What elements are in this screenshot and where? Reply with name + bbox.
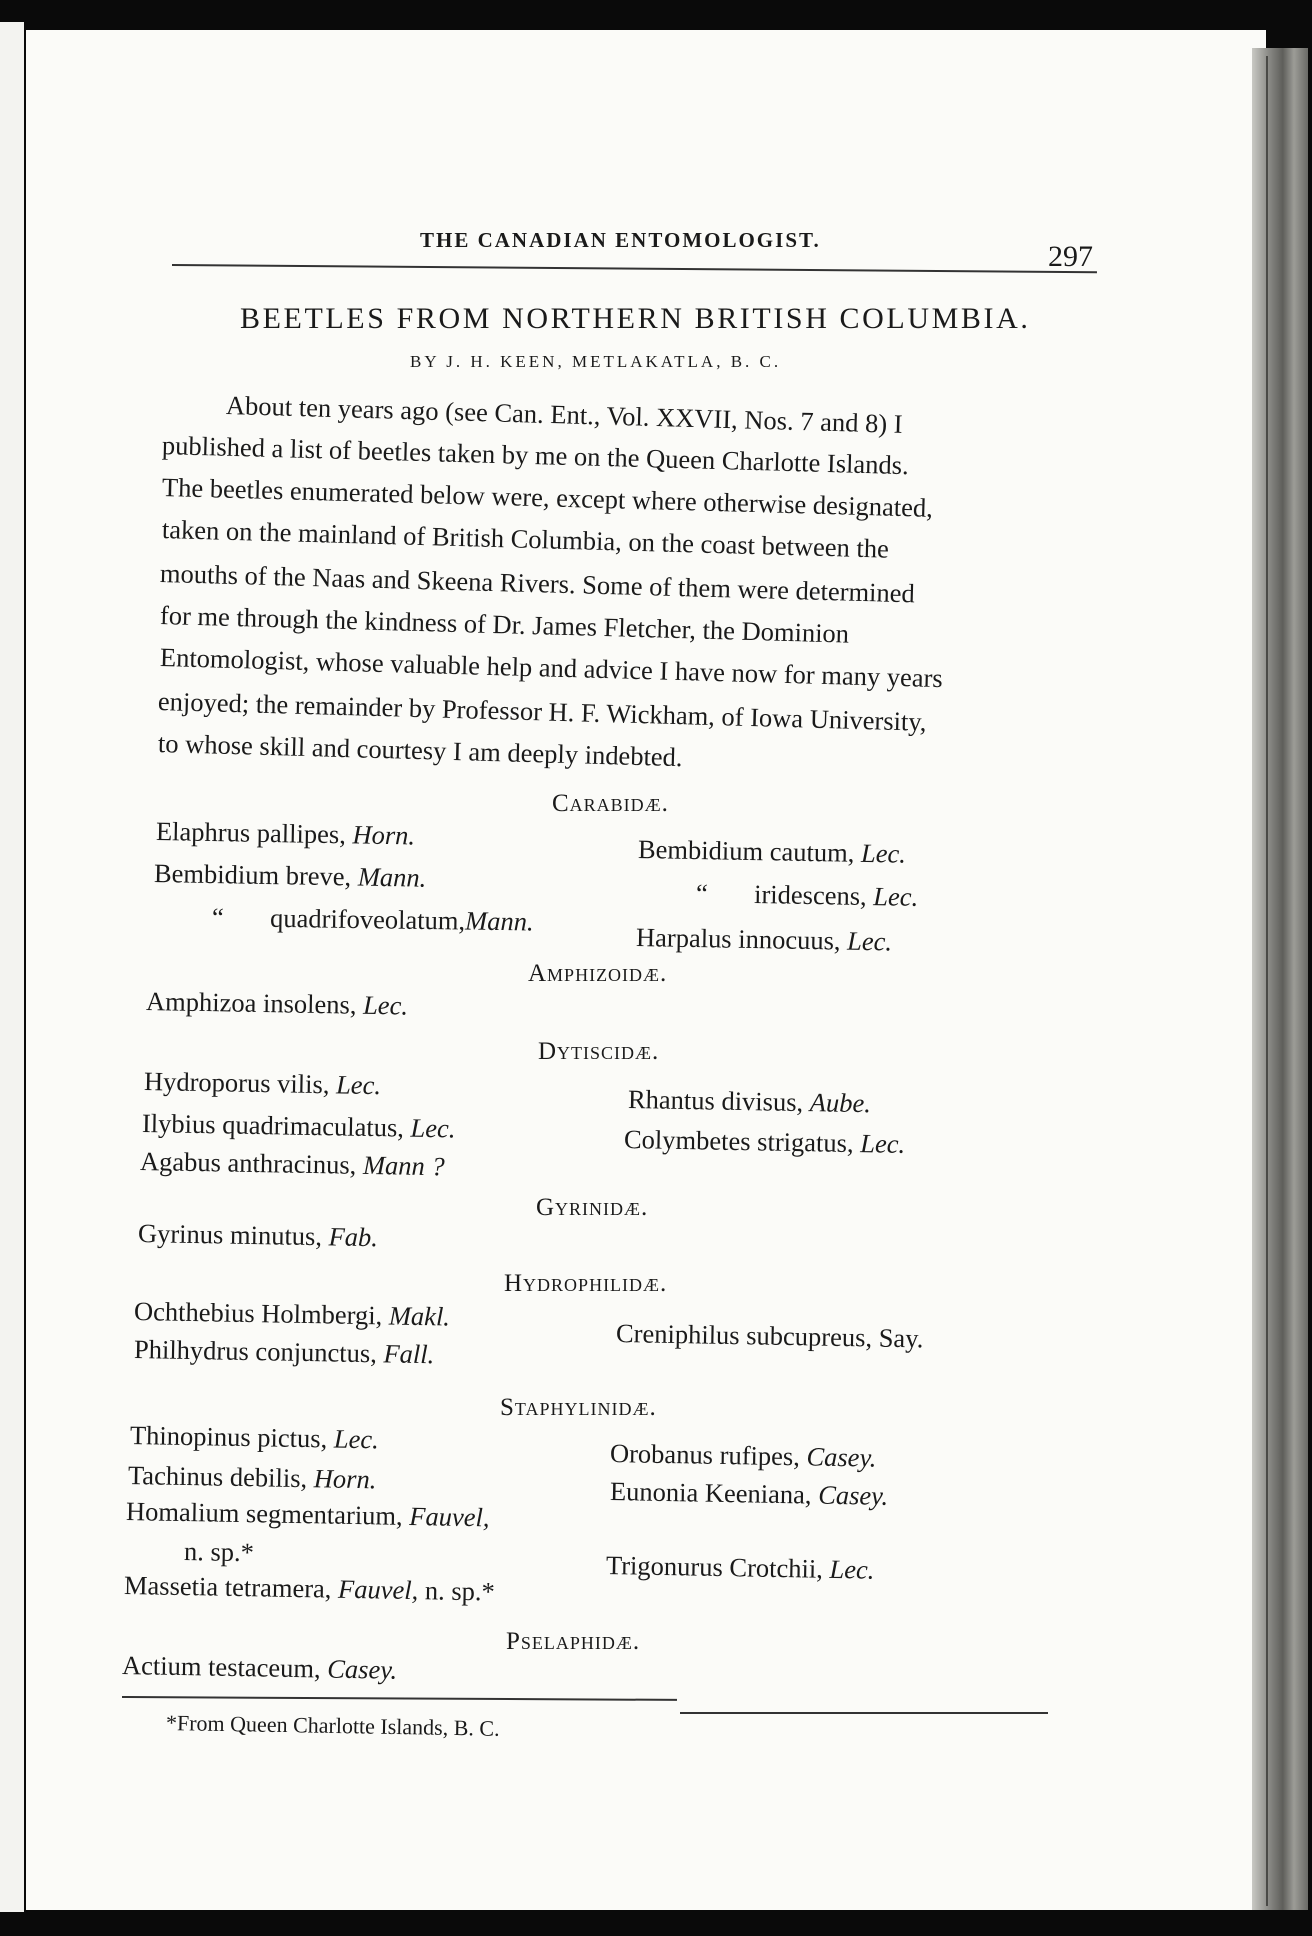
family-heading: Hydrophilidæ.	[504, 1270, 668, 1297]
species-entry: Harpalus innocuus, Lec.	[635, 922, 893, 957]
paragraph-line: About ten years ago (see Can. Ent., Vol. XXVII, Nos. 7 and 8) I	[225, 390, 904, 439]
species-entry: Actium testaceum, Casey.	[121, 1650, 398, 1685]
footnote: *From Queen Charlotte Islands, B. C.	[165, 1710, 500, 1741]
species-entry: Trigonurus Crotchii, Lec.	[605, 1550, 875, 1585]
paragraph-line: published a list of beetles taken by me on the Queen Charlotte Islands.	[161, 430, 910, 481]
paragraph-line: for me through the kindness of Dr. James Fletcher, the Dominion	[159, 600, 850, 649]
book-spine	[1252, 48, 1308, 1910]
species-entry: Homalium segmentarium, Fauvel,	[125, 1496, 490, 1533]
species-entry: Amphizoa insolens, Lec.	[145, 986, 409, 1021]
species-entry: Creniphilus subcupreus, Say.	[615, 1318, 924, 1354]
article-title: BEETLES FROM NORTHERN BRITISH COLUMBIA.	[240, 302, 1031, 335]
family-heading: Carabidæ.	[552, 790, 669, 817]
species-entry: Ochthebius Holmbergi, Makl.	[133, 1296, 451, 1332]
species-entry: Philhydrus conjunctus, Fall.	[133, 1334, 435, 1370]
page-number: 297	[1048, 240, 1093, 273]
species-entry: Thinopinus pictus, Lec.	[129, 1420, 380, 1455]
species-entry: Elaphrus pallipes, Horn.	[155, 816, 416, 851]
article-byline: BY J. H. KEEN, METLAKATLA, B. C.	[410, 352, 782, 371]
species-entry: Tachinus debilis, Horn.	[127, 1460, 377, 1495]
species-entry: Bembidium cautum, Lec.	[637, 834, 907, 869]
family-heading: Pselaphidæ.	[506, 1628, 641, 1655]
facing-page-edge	[0, 22, 24, 1912]
footnote-rule-right	[680, 1712, 1048, 1714]
family-heading: Staphylinidæ.	[500, 1394, 657, 1421]
family-heading: Amphizoidæ.	[528, 960, 668, 987]
species-entry: “ quadrifoveolatum,Mann.	[211, 902, 534, 937]
paragraph-line: Entomologist, whose valuable help and advice I have now for many years	[159, 642, 944, 694]
paragraph-line: enjoyed; the remainder by Professor H. F. Wickham, of Iowa University,	[157, 686, 927, 737]
family-heading: Dytiscidæ.	[538, 1038, 660, 1065]
paragraph-line: taken on the mainland of British Columbia, on the coast between the	[161, 514, 890, 564]
paragraph-line: to whose skill and courtesy I am deeply indebted.	[157, 728, 683, 773]
paragraph-line: The beetles enumerated below were, except where otherwise designated,	[161, 472, 934, 523]
species-entry: Colymbetes strigatus, Lec.	[623, 1124, 906, 1159]
species-entry: Orobanus rufipes, Casey.	[609, 1438, 877, 1473]
species-entry: Gyrinus minutus, Fab.	[137, 1218, 379, 1253]
species-entry: n. sp.*	[183, 1536, 255, 1568]
species-entry: Ilybius quadrimaculatus, Lec.	[141, 1108, 456, 1144]
spine-shadow	[1266, 56, 1268, 1906]
species-entry: Agabus anthracinus, Mann ?	[139, 1146, 445, 1182]
species-entry: Rhantus divisus, Aube.	[627, 1084, 872, 1119]
paragraph-line: mouths of the Naas and Skeena Rivers. Some of them were determined	[159, 558, 916, 609]
running-head: THE CANADIAN ENTOMOLOGIST.	[420, 228, 821, 252]
species-entry: Eunonia Keeniana, Casey.	[609, 1476, 889, 1511]
family-heading: Gyrinidæ.	[536, 1194, 649, 1221]
species-entry: Hydroporus vilis, Lec.	[143, 1066, 382, 1101]
species-entry: “ iridescens, Lec.	[695, 878, 919, 912]
species-entry: Massetia tetramera, Fauvel, n. sp.*	[123, 1570, 496, 1607]
species-entry: Bembidium breve, Mann.	[153, 858, 427, 893]
